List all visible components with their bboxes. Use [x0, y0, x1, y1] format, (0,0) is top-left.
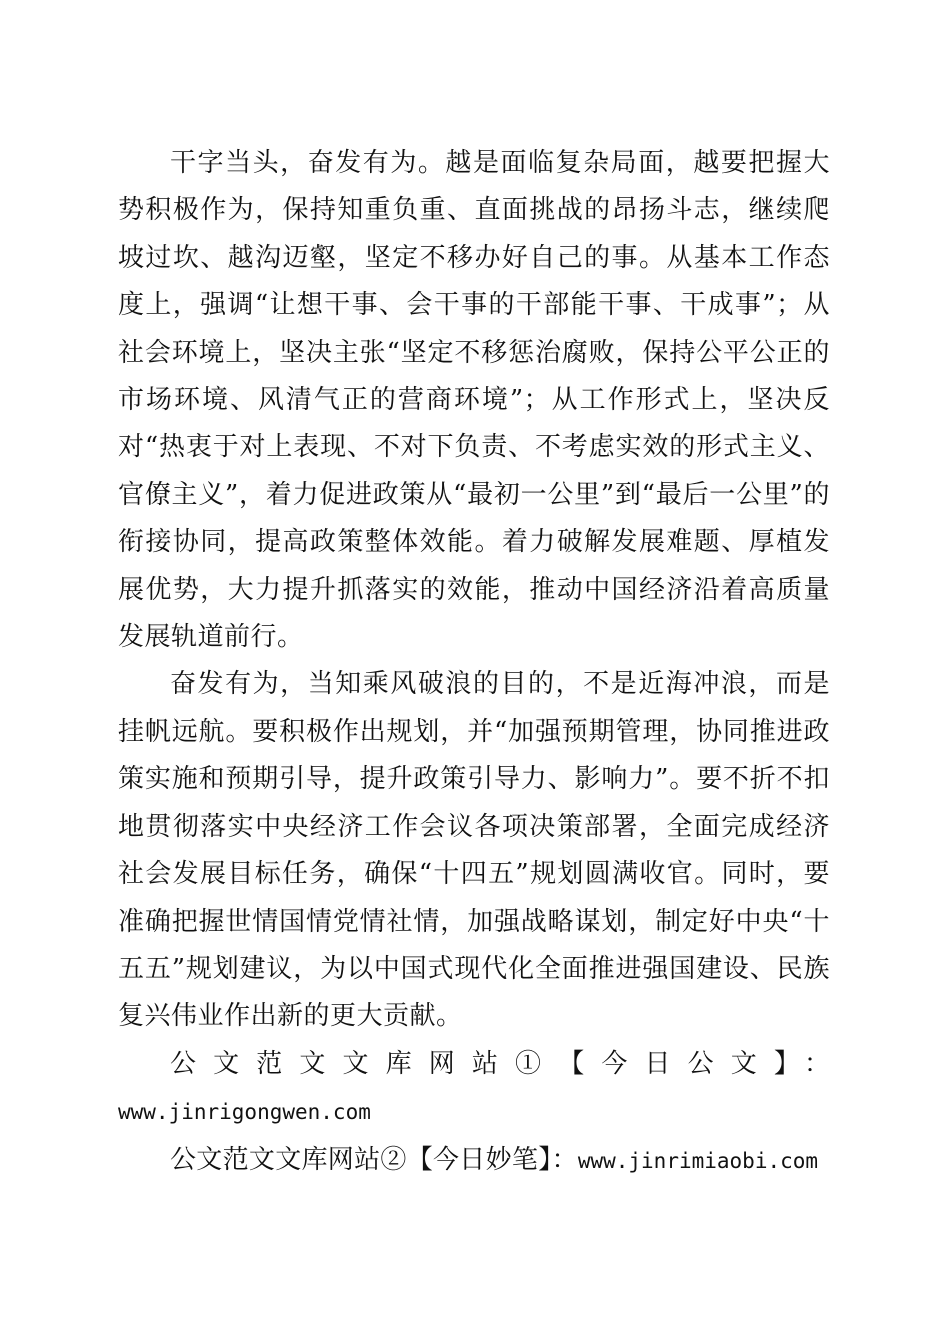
website-link-2-label: 公文范文文库网站②【今日妙笔】：	[170, 1144, 578, 1175]
document-page	[118, 140, 830, 1185]
paragraph-2: 奋发有为，当知乘风破浪的目的，不是近海冲浪，而是挂帆远航。要积极作出规划，并“加强预期管理，协同推进政策实施和预期引导，提升政策引导力、影响力”。要不折不扣地贯彻落实中央经济工作会议各项决策部署，全面完成经济社会发展目标任务，确保“十四五”规划圆满收官。同时，要准确把握世情国情党情社情，加强战略谋划，制定好中央“十五五”规划建议，为以中国式现代化全面推进强国建设、民族复兴伟业作出新的更大贡献。	[118, 669, 830, 1032]
paragraph-1: 干字当头，奋发有为。越是面临复杂局面，越要把握大势积极作为，保持知重负重、直面挑战的昂扬斗志，继续爬坡过坎、越沟迈壑，坚定不移办好自己的事。从基本工作态度上，强调“让想干事、会干事的干部能干事、干成事”；从社会环境上，坚决主张“坚定不移惩治腐败，保持公平公正的市场环境、风清气正的营商环境”；从工作形式上，坚决反对“热衷于对上表现、不对下负责、不考虑实效的形式主义、官僚主义”，着力促进政策从“最初一公里”到“最后一公里”的衔接协同，提高政策整体效能。着力破解发展难题、厚植发展优势，大力提升抓落实的效能，推动中国经济沿着高质量发展轨道前行。	[118, 148, 830, 653]
website-link-1-label: 公文范文文库网站①【今日公文】：	[170, 1048, 830, 1079]
website-link-2	[118, 1137, 830, 1185]
website-link-1-url[interactable]	[118, 1088, 830, 1136]
website-link-1-url-text[interactable]: www.jinrigongwen.com	[118, 1100, 371, 1125]
website-link-2-url[interactable]: www.jinrimiaobi.com	[577, 1148, 819, 1173]
